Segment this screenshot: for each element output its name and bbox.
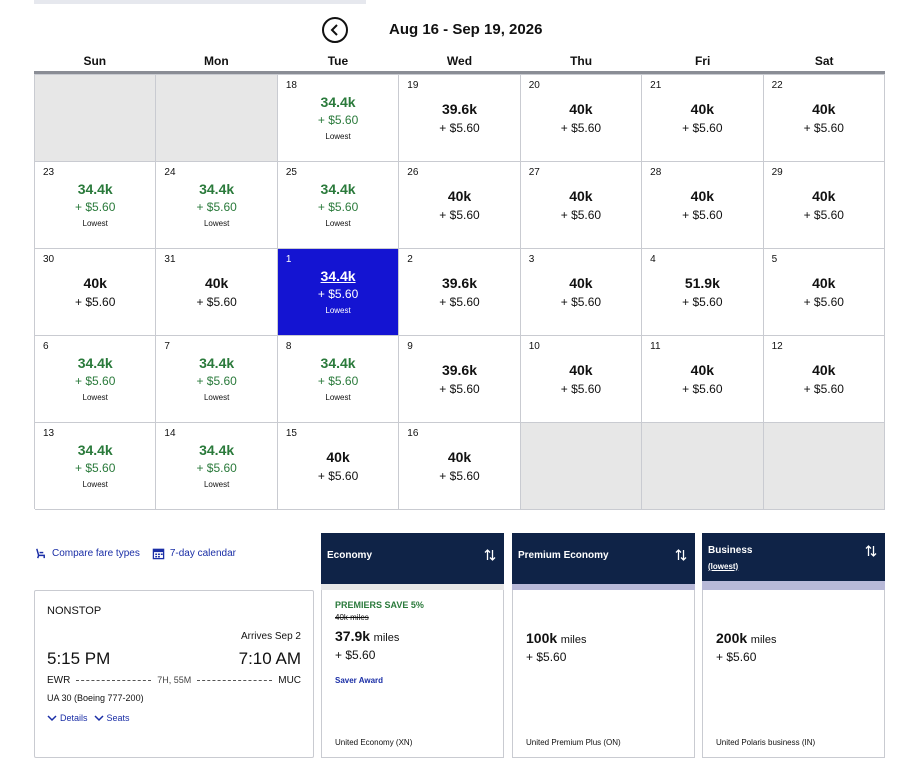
day-tax: + $5.60: [803, 121, 844, 135]
day-number: 11: [650, 341, 661, 352]
chevron-down-icon: [47, 713, 57, 723]
arrival-time: 7:10 AM: [238, 649, 301, 668]
day-tax: + $5.60: [803, 208, 844, 222]
fare-header-premium-economy[interactable]: [512, 533, 695, 584]
day-tax: + $5.60: [560, 382, 602, 396]
day-number: 6: [43, 341, 49, 352]
fare-miles: [335, 628, 399, 644]
day-tax: + $5.60: [682, 208, 723, 222]
day-miles-price: 40k: [690, 101, 715, 117]
day-miles-price: 34.4k: [199, 442, 235, 458]
day-miles-price: 39.6k: [441, 275, 478, 291]
day-tax: + $5.60: [439, 208, 480, 222]
day-miles-price: 40k: [569, 362, 593, 378]
sort-icon: [675, 548, 687, 562]
calendar-day-cell[interactable]: [642, 75, 763, 162]
day-number: 13: [43, 428, 55, 439]
route-line: [47, 673, 301, 687]
stops-label: NONSTOP: [47, 605, 102, 617]
day-number: 5: [771, 254, 778, 265]
fare-column-business: [702, 533, 885, 758]
calendar-day-cell[interactable]: [521, 162, 642, 249]
day-tax: + $5.60: [196, 295, 237, 309]
fare-header-label: Economy: [327, 550, 373, 561]
lowest-label: Lowest: [203, 480, 230, 489]
fare-class: United Economy (XN): [335, 738, 413, 747]
lowest-label: Lowest: [203, 393, 230, 402]
day-miles-price: 40k: [690, 188, 715, 204]
saver-award-tag: Saver Award: [335, 676, 384, 685]
fare-header-business[interactable]: [702, 533, 885, 581]
fare-miles-unit: miles: [560, 634, 587, 646]
day-tax: + $5.60: [75, 200, 116, 214]
sort-icon: [484, 548, 496, 562]
day-miles-price: 34.4k: [199, 355, 235, 371]
lowest-sort-label: (lowest): [708, 562, 739, 571]
details-toggle[interactable]: [47, 713, 88, 723]
calendar-day-cell[interactable]: [521, 336, 642, 423]
day-miles-price: 40k: [83, 275, 107, 291]
calendar-day-cell[interactable]: [35, 162, 156, 249]
flight-summary-card: [34, 590, 314, 758]
day-number: 15: [285, 428, 297, 439]
calendar-day-cell[interactable]: [278, 75, 399, 162]
lowest-label: Lowest: [82, 480, 108, 489]
day-miles-price: 34.4k: [77, 355, 113, 371]
weekday-label: Sat: [814, 54, 834, 68]
fare-class: United Premium Plus (ON): [526, 738, 621, 747]
lowest-label: Lowest: [325, 219, 351, 228]
lowest-label: Lowest: [82, 219, 108, 228]
day-miles-price: 40k: [569, 188, 593, 204]
calendar-title: Aug 16 - Sep 19, 2026: [389, 21, 543, 38]
fare-column-premium-economy: [512, 533, 695, 758]
day-number: 23: [43, 167, 55, 178]
calendar-day-cell[interactable]: [764, 249, 885, 336]
day-miles-price: 51.9k: [684, 275, 720, 291]
day-tax: + $5.60: [560, 208, 602, 222]
day-miles-price: 40k: [812, 275, 836, 291]
lowest-label: Lowest: [325, 132, 351, 141]
calendar-day-cell[interactable]: [399, 162, 520, 249]
weekday-label: Thu: [570, 54, 593, 68]
compare-fare-types-label: Compare fare types: [52, 547, 140, 559]
day-tax: + $5.60: [560, 295, 602, 309]
weekday-header: [34, 54, 885, 72]
day-tax: + $5.60: [196, 374, 237, 388]
fare-strip: [702, 581, 885, 590]
day-number: 18: [285, 80, 297, 91]
arrival-date-note: Arrives Sep 2: [240, 631, 301, 642]
day-tax: + $5.60: [317, 113, 359, 127]
day-miles-price: 34.4k: [320, 94, 356, 110]
seven-day-calendar-label: 7-day calendar: [169, 547, 236, 559]
calendar-day-cell[interactable]: [521, 249, 642, 336]
route-dash: [76, 680, 151, 681]
day-number: 2: [407, 254, 413, 265]
fare-class: United Polaris business (IN): [716, 738, 816, 747]
fare-tax: + $5.60: [526, 650, 567, 664]
calendar-day-cell[interactable]: [399, 336, 520, 423]
day-tax: + $5.60: [439, 382, 480, 396]
day-miles-price: 40k: [569, 101, 593, 117]
previous-month-button[interactable]: [322, 17, 348, 43]
calendar-day-cell[interactable]: [156, 249, 277, 336]
departure-time: 5:15 PM: [47, 649, 111, 668]
calendar-day-cell[interactable]: [399, 75, 520, 162]
lowest-label: Lowest: [325, 393, 351, 402]
calendar-day-cell[interactable]: [764, 75, 885, 162]
day-tax: + $5.60: [682, 295, 723, 309]
day-number: 31: [164, 254, 176, 265]
calendar-day-cell[interactable]: [642, 249, 763, 336]
day-miles-price: 34.4k: [320, 181, 356, 197]
day-miles-price: 40k: [812, 362, 836, 378]
day-tax: + $5.60: [317, 469, 359, 483]
day-number: 24: [164, 167, 176, 178]
fare-miles: [526, 630, 586, 646]
day-tax: + $5.60: [803, 382, 844, 396]
flight-duration: 7H, 55M: [157, 675, 192, 685]
day-number: 9: [407, 341, 413, 352]
calendar-day-cell[interactable]: [278, 336, 399, 423]
fare-header-economy[interactable]: [321, 533, 504, 584]
weekday-label: Wed: [446, 54, 473, 68]
weekday-label: Mon: [204, 54, 229, 68]
route-dash: [197, 680, 272, 681]
calendar-day-cell[interactable]: [642, 336, 763, 423]
fare-option-business[interactable]: [702, 590, 885, 758]
day-number: 22: [771, 80, 783, 91]
fare-tax: + $5.60: [335, 648, 376, 662]
fare-tax: + $5.60: [716, 650, 757, 664]
fare-miles: [716, 630, 776, 646]
seven-day-calendar-link[interactable]: [152, 545, 236, 561]
day-tax: + $5.60: [439, 121, 480, 135]
day-number: 19: [407, 80, 419, 91]
day-miles-price: 40k: [447, 449, 472, 465]
calendar-day-cell[interactable]: [278, 162, 399, 249]
day-miles-price: 40k: [690, 362, 715, 378]
day-number: 16: [407, 428, 419, 439]
calendar-day-cell[interactable]: [156, 423, 277, 510]
view-links: [34, 545, 236, 561]
day-tax: + $5.60: [439, 469, 480, 483]
details-label: Details: [60, 713, 88, 723]
calendar-cell-empty: [156, 75, 277, 162]
fare-miles-value: 100k: [526, 630, 558, 646]
day-tax: + $5.60: [317, 287, 359, 301]
day-number: 30: [43, 254, 55, 265]
day-tax: + $5.60: [196, 200, 237, 214]
seats-label: Seats: [106, 713, 130, 723]
calendar-day-cell[interactable]: [35, 336, 156, 423]
calendar-day-cell[interactable]: [399, 249, 520, 336]
seats-toggle[interactable]: [94, 713, 130, 723]
calendar-cell-empty: [642, 423, 763, 510]
day-miles-price: 40k: [812, 188, 836, 204]
calendar-day-cell[interactable]: [278, 249, 399, 336]
sort-icon: [865, 544, 877, 558]
weekday-label: Tue: [327, 54, 349, 68]
day-number: 4: [650, 254, 656, 265]
calendar-cell-empty: [521, 423, 642, 510]
aircraft-info: UA 30 (Boeing 777-200): [47, 693, 144, 703]
calendar-day-cell[interactable]: [521, 75, 642, 162]
calendar-day-cell[interactable]: [156, 336, 277, 423]
calendar-cell-empty: [35, 75, 156, 162]
day-number: 1: [285, 254, 292, 265]
day-number: 28: [650, 167, 662, 178]
flight-actions: [47, 713, 130, 723]
day-tax: + $5.60: [75, 295, 116, 309]
calendar-day-cell[interactable]: [399, 423, 520, 510]
day-number: 21: [650, 80, 662, 91]
day-number: 14: [164, 428, 176, 439]
day-miles-price: 34.4k: [320, 268, 356, 284]
day-number: 10: [528, 341, 540, 352]
day-tax: + $5.60: [682, 382, 723, 396]
fare-miles-value: 200k: [716, 630, 748, 646]
calendar-grid: [34, 74, 885, 509]
day-miles-price: 40k: [569, 275, 593, 291]
calendar-cell-empty: [764, 423, 885, 510]
destination-airport: MUC: [278, 674, 302, 686]
day-number: 8: [285, 341, 292, 352]
fare-header-label: Business: [708, 545, 753, 556]
day-tax: + $5.60: [196, 461, 237, 475]
weekday-label: Sun: [83, 54, 107, 68]
fare-column-economy: [321, 533, 504, 758]
calendar-day-cell[interactable]: [764, 336, 885, 423]
calendar-icon: [152, 547, 165, 560]
day-number: 7: [164, 341, 170, 352]
fare-miles-unit: miles: [750, 634, 777, 646]
calendar-day-cell[interactable]: [156, 162, 277, 249]
day-miles-price: 34.4k: [77, 442, 113, 458]
day-number: 12: [771, 341, 783, 352]
day-tax: + $5.60: [317, 374, 359, 388]
day-number: 25: [285, 167, 297, 178]
day-tax: + $5.60: [439, 295, 480, 309]
origin-airport: EWR: [47, 674, 71, 686]
day-tax: + $5.60: [317, 200, 359, 214]
fare-miles-unit: miles: [373, 632, 400, 644]
day-number: 3: [528, 254, 535, 265]
day-tax: + $5.60: [682, 121, 723, 135]
day-miles-price: 34.4k: [320, 355, 356, 371]
day-tax: + $5.60: [560, 121, 602, 135]
day-number: 20: [528, 80, 540, 91]
calendar-day-cell[interactable]: [278, 423, 399, 510]
top-divider: [34, 0, 366, 4]
lowest-label: Lowest: [82, 393, 108, 402]
day-miles-price: 34.4k: [199, 181, 235, 197]
calendar-day-cell[interactable]: [35, 249, 156, 336]
day-miles-price: 39.6k: [441, 101, 478, 117]
day-tax: + $5.60: [803, 295, 844, 309]
fare-miles-value: 37.9k: [335, 628, 371, 644]
compare-fare-types-link[interactable]: [34, 545, 140, 561]
day-number: 26: [407, 167, 419, 178]
day-miles-price: 40k: [812, 101, 836, 117]
day-number: 27: [528, 167, 540, 178]
calendar-header: [0, 16, 898, 46]
day-miles-price: 40k: [326, 449, 350, 465]
chevron-down-icon: [94, 713, 104, 723]
day-miles-price: 34.4k: [77, 181, 113, 197]
day-miles-price: 40k: [204, 275, 229, 291]
lowest-label: Lowest: [203, 219, 230, 228]
weekday-label: Fri: [694, 54, 711, 68]
original-price: 40k miles: [335, 613, 369, 622]
lowest-label: Lowest: [325, 306, 351, 315]
calendar-day-cell[interactable]: [35, 423, 156, 510]
calendar-day-cell[interactable]: [642, 162, 763, 249]
day-miles-price: 40k: [447, 188, 472, 204]
day-tax: + $5.60: [75, 461, 116, 475]
fare-option-premium-economy[interactable]: [512, 590, 695, 758]
promo-label: PREMIERS SAVE 5%: [335, 600, 424, 610]
seat-icon: [34, 547, 47, 560]
chevron-left-icon: [329, 24, 341, 36]
fare-option-economy[interactable]: [321, 590, 504, 758]
day-miles-price: 39.6k: [441, 362, 478, 378]
calendar-day-cell[interactable]: [764, 162, 885, 249]
fare-header-label: Premium Economy: [518, 550, 609, 561]
day-tax: + $5.60: [75, 374, 116, 388]
day-number: 29: [771, 167, 783, 178]
